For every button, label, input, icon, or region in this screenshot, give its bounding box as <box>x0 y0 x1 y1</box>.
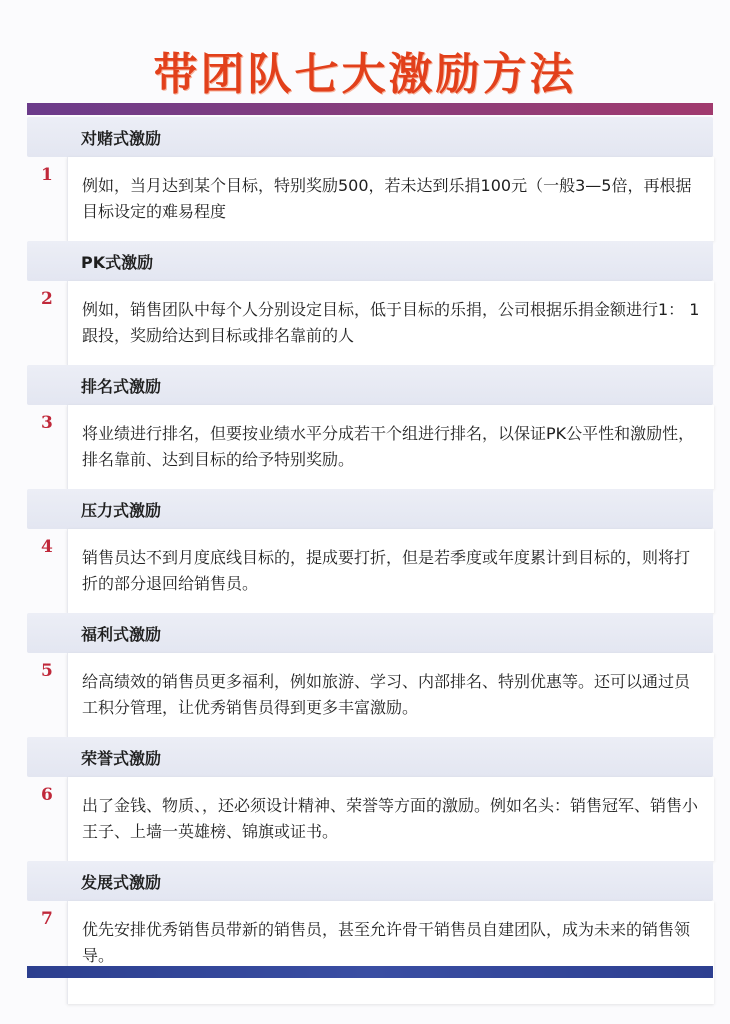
section-heading: 对赌式激励 <box>81 129 162 148</box>
section-body <box>67 281 714 365</box>
section-body <box>67 529 714 613</box>
section-text: 优先安排优秀销售员带新的销售员，甚至允许骨干销售员自建团队，成为未来的销售领导。 <box>82 920 691 965</box>
section-number: 1 <box>41 165 53 185</box>
section-number: 3 <box>41 413 53 433</box>
section-header <box>27 737 713 777</box>
section-text: 销售员达不到月度底线目标的，提成要打折，但是若季度或年度累计到目标的，则将打折的部分退回给销售员。 <box>82 548 691 593</box>
section-text: 将业绩进行排名，但要按业绩水平分成若干个组进行排名，以保证PK公平性和激励性，排名靠前、达到目标的给予特别奖励。 <box>82 424 695 469</box>
section-6 <box>27 737 713 861</box>
section-3 <box>27 365 713 489</box>
section-text: 出了金钱、物质、，还必须设计精神、荣誉等方面的激励。例如名头：销售冠军、销售小王子、上墙一英雄榜、锦旗或证书。 <box>82 796 699 841</box>
top-divider-bar <box>27 103 713 115</box>
section-header <box>27 365 713 405</box>
section-1 <box>27 117 713 241</box>
section-heading: 压力式激励 <box>81 501 162 520</box>
section-number: 7 <box>41 909 53 929</box>
section-heading: 福利式激励 <box>81 625 162 644</box>
section-header <box>27 613 713 653</box>
section-heading: 发展式激励 <box>81 873 162 892</box>
section-body <box>67 405 714 489</box>
section-2 <box>27 241 713 365</box>
section-body <box>67 901 714 1004</box>
section-body <box>67 653 714 737</box>
section-number: 4 <box>41 537 53 557</box>
section-header <box>27 117 713 157</box>
bottom-divider-bar <box>27 966 713 978</box>
section-heading: PK式激励 <box>81 253 154 272</box>
section-body <box>67 157 714 241</box>
section-header <box>27 241 713 281</box>
section-number: 5 <box>41 661 53 681</box>
section-number: 2 <box>41 289 53 309</box>
section-header <box>27 489 713 529</box>
section-4 <box>27 489 713 613</box>
section-5 <box>27 613 713 737</box>
section-text: 例如，当月达到某个目标，特别奖励500，若未达到乐捐100元（一般3—5倍，再根据目标设定的难易程度 <box>82 176 692 221</box>
section-header <box>27 861 713 901</box>
page-title: 带团队七大激励方法 <box>153 49 577 100</box>
section-number: 6 <box>41 785 53 805</box>
section-text: 给高绩效的销售员更多福利，例如旅游、学习、内部排名、特别优惠等。还可以通过员工积分管理，让优秀销售员得到更多丰富激励。 <box>82 672 691 717</box>
section-body <box>67 777 714 861</box>
section-text: 例如，销售团队中每个人分别设定目标，低于目标的乐捐，公司根据乐捐金额进行1： 1跟投，奖励给达到目标或排名靠前的人 <box>82 300 700 345</box>
section-heading: 荣誉式激励 <box>81 749 162 768</box>
section-heading: 排名式激励 <box>81 377 162 396</box>
